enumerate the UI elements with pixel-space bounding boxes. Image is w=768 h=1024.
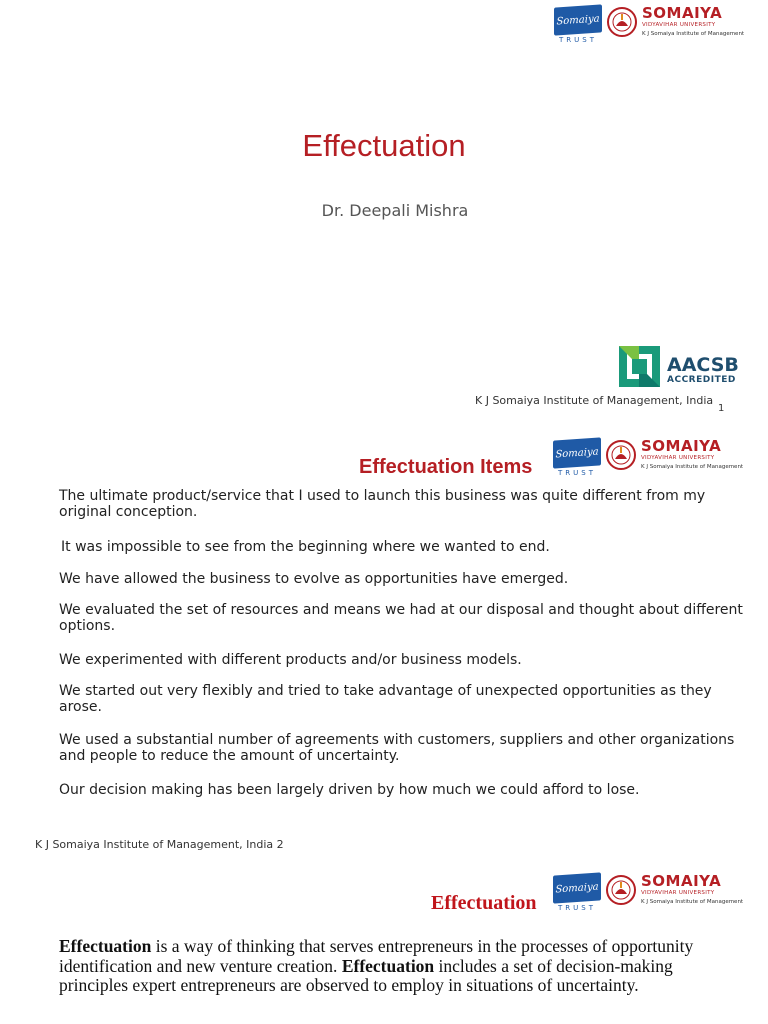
footer-institute: K J Somaiya Institute of Management, India 2	[35, 838, 284, 850]
university-seal-icon	[605, 439, 637, 471]
slide-items	[0, 425, 768, 850]
header-logos	[553, 439, 743, 479]
trust-word: TRUST	[559, 36, 597, 44]
aacsb-icon	[619, 346, 660, 387]
list-item: We evaluated the set of resources and means we had at our disposal and thought about different options.	[59, 602, 743, 634]
slide-title	[0, 0, 768, 425]
somaiya-trust-logo	[553, 874, 601, 914]
list-item: We have allowed the business to evolve as opportunities have emerged.	[59, 571, 569, 587]
list-item: It was impossible to see from the beginning where we wanted to end.	[61, 539, 550, 555]
university-sub: VIDYAVIHAR UNIVERSITY	[642, 22, 716, 28]
trust-word: TRUST	[558, 469, 596, 477]
trust-badge: Somaiya	[553, 872, 601, 903]
header-logos	[554, 6, 744, 46]
trust-badge: Somaiya	[553, 437, 601, 468]
trust-word: TRUST	[558, 904, 596, 912]
institute-name: K J Somaiya Institute of Management	[641, 463, 744, 470]
definition-text: is a way of thinking that serves entrepreneurs in the processes of opportunity identification and new venture creation.	[59, 936, 694, 976]
slide-definition	[0, 850, 768, 1024]
header-logos	[553, 874, 743, 914]
university-name: SOMAIYA	[641, 872, 722, 890]
university-name: SOMAIYA	[641, 437, 722, 455]
slide-title-text: Effectuation	[302, 128, 466, 163]
list-item: We started out very flexibly and tried to take advantage of unexpected opportunities as they arose.	[59, 683, 712, 715]
definition-text: includes a set of decision-making principles expert entrepreneurs are observed to employ in situations of uncertainty.	[59, 955, 673, 995]
university-seal-icon	[606, 6, 638, 38]
page-number: 1	[718, 403, 725, 414]
list-item: We experimented with different products and/or business models.	[59, 652, 522, 668]
university-seal-icon	[605, 874, 637, 906]
institute-name: K J Somaiya Institute of Management	[641, 898, 744, 905]
list-item: We used a substantial number of agreements with customers, suppliers and other organizations and people to reduce the amount of uncertainty.	[59, 732, 735, 764]
author-name: Dr. Deepali Mishra	[321, 201, 469, 220]
term-effectuation: Effectuation	[341, 955, 435, 976]
list-item: The ultimate product/service that I used to launch this business was quite different from my original conception.	[59, 488, 706, 520]
university-name: SOMAIYA	[642, 4, 723, 22]
list-item: Our decision making has been largely driven by how much we could afford to lose.	[59, 782, 640, 798]
slide-title-text: Effectuation Items	[359, 456, 533, 478]
university-sub: VIDYAVIHAR UNIVERSITY	[641, 455, 715, 461]
aacsb-logo	[619, 346, 739, 387]
aacsb-tag: ACCREDITED	[667, 375, 736, 385]
somaiya-trust-logo	[554, 6, 602, 46]
footer-institute: K J Somaiya Institute of Management, India	[475, 394, 714, 407]
somaiya-trust-logo	[553, 439, 601, 479]
university-wordmark	[642, 6, 744, 37]
definition-paragraph	[59, 937, 744, 996]
trust-badge: Somaiya	[554, 4, 602, 35]
university-sub: VIDYAVIHAR UNIVERSITY	[641, 890, 715, 896]
university-wordmark	[641, 874, 743, 905]
aacsb-name: AACSB	[667, 354, 739, 376]
term-effectuation: Effectuation	[59, 936, 152, 956]
slide-title-text: Effectuation	[431, 892, 537, 914]
university-wordmark	[641, 439, 743, 470]
institute-name: K J Somaiya Institute of Management	[642, 30, 745, 37]
